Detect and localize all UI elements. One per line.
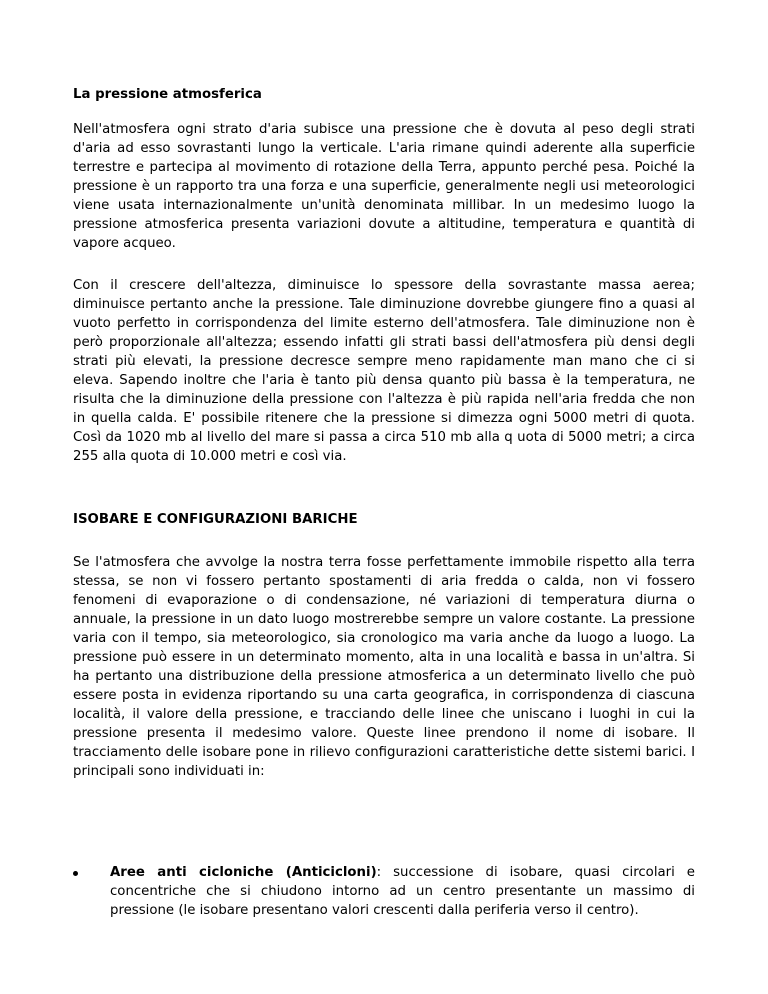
section-heading: ISOBARE E CONFIGURAZIONI BARICHE: [73, 512, 358, 527]
list-item-term: Aree anti cicloniche (Anticicloni): [110, 865, 377, 880]
list-item-text: : successione di isobare, quasi circolari e concentriche che si chiudono intorno ad un centro presentante un massimo di pressione (le isobare presentano valori crescenti dalla periferia verso il centro).: [110, 865, 695, 918]
paragraph-altitude: Con il crescere dell'altezza, diminuisce lo spessore della sovrastante massa aerea; diminuisce pertanto anche la pressione. Tale diminuzione dovrebbe giungere fino a quasi al vuoto perfetto in corrispondenza del limite esterno dell'atmosfera. Tale diminuzione non è però proporzionale all'altezza; essendo infatti gli strati bassi dell'atmosfera più densi degli strati più elevati, la pressione decresce sempre meno rapidamente man mano che ci si eleva. Sapendo inoltre che l'aria è tanto più densa quanto più bassa è la temperatura, ne risulta che la diminuzione della pressione con l'altezza è più rapida nell'aria fredda che non in quella calda. E' possibile ritenere che la pressione si dimezza ogni 5000 metri di quota. Così da 1020 mb al livello del mare si passa a circa 510 mb alla q uota di 5000 metri; a circa 255 alla quota di 10.000 metri e così via.: [73, 278, 695, 464]
paragraph-intro: Nell'atmosfera ogni strato d'aria subisce una pressione che è dovuta al peso degli strati d'aria ad esso sovrastanti lungo la verticale. L'aria rimane quindi aderente alla superficie terrestre e partecipa al movimento di rotazione della Terra, appunto perché pesa. Poiché la pressione è un rapporto tra una forza e una superficie, generalmente negli usi meteorologici viene usata internazionalmente un'unità denominata millibar. In un medesimo luogo la pressione atmosferica presenta variazioni dovute a altitudine, temperatura e quantità di vapore acqueo.: [73, 122, 695, 251]
list-item: [73, 863, 695, 920]
paragraph-isobare: Se l'atmosfera che avvolge la nostra terra fosse perfettamente immobile rispetto alla terra stessa, se non vi fossero pertanto spostamenti di aria fredda o calda, non vi fossero fenomeni di evaporazione o di condensazione, né variazioni di temperatura diurna o annuale, la pressione in un dato luogo mostrerebbe sempre un valore costante. La pressione varia con il tempo, sia meteorologico, sia cronologico ma varia anche da luogo a luogo. La pressione può essere in un determinato momento, alta in una località e bassa in un'altra. Si ha pertanto una distribuzione della pressione atmosferica a un determinato livello che può essere posta in evidenza riportando su una carta geografica, in corrispondenza di ciascuna località, il valore della pressione, e tracciando delle linee che uniscano i luoghi in cui la pressione presenta il medesimo valore. Queste linee prendono il nome di isobare. Il tracciamento delle isobare pone in rilievo configurazioni caratteristiche dette sistemi barici. I principali sono individuati in:: [73, 555, 695, 779]
document-title: La pressione atmosferica: [73, 87, 262, 102]
bullet-dot-icon: [73, 871, 78, 876]
bullet-list: [73, 863, 695, 920]
